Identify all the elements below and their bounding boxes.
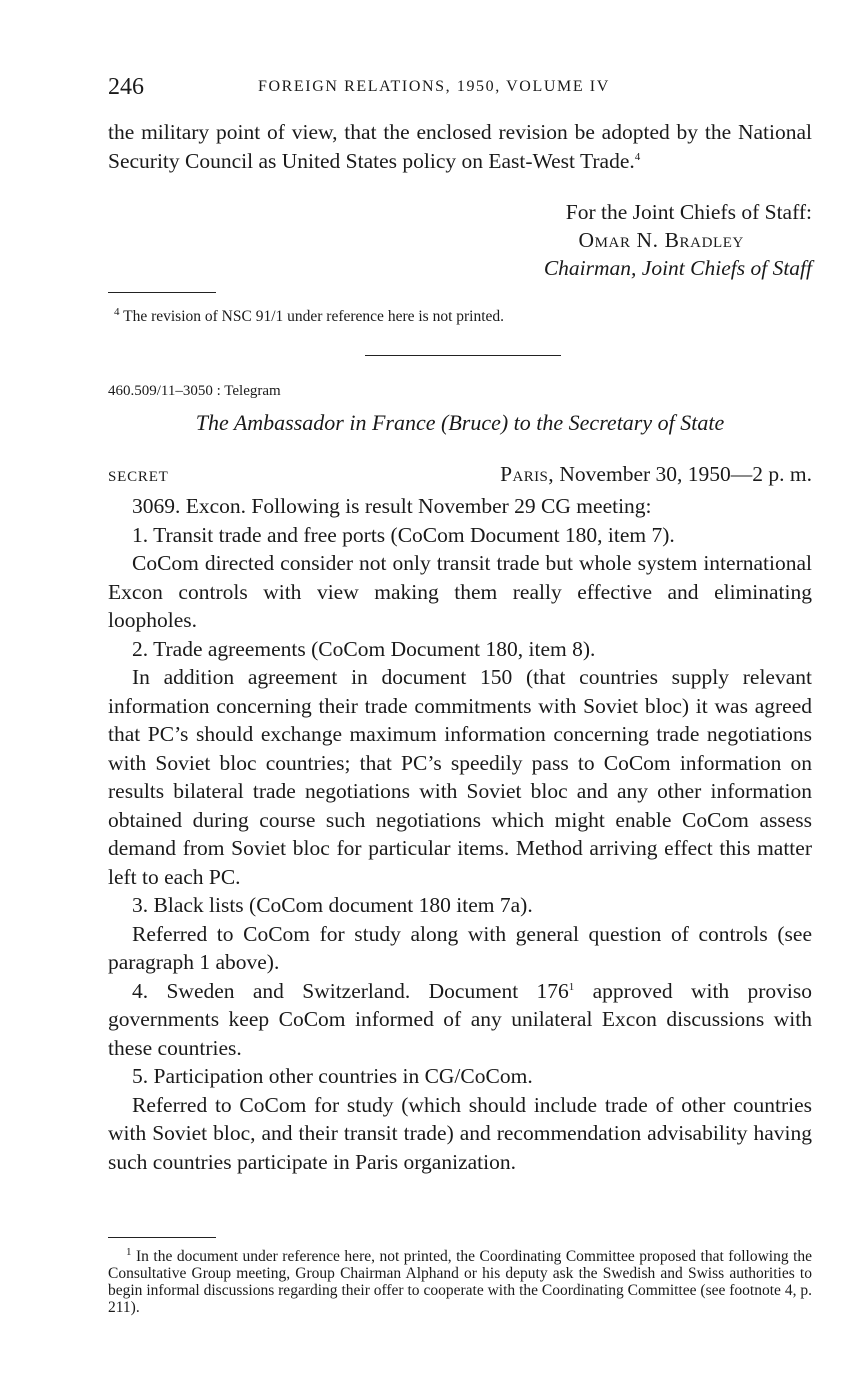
page-number: 246	[108, 74, 144, 100]
footnote-1-text: In the document under reference here, not printed, the Coordinating Committee proposed that following the Consultative Group meeting, Group Chairman Alphand or his deputy ask the Swedish and Swiss authorities to begin informal discussions regarding their offer to cooperate with the Coordinating Committee (see footnote 4, p. 211).	[108, 1248, 813, 1316]
continuation-text: the military point of view, that the enclosed revision be adopted by the National Security Council as United States policy on East-West Trade.	[108, 120, 812, 173]
paragraph-10: Referred to CoCom for study (which should include trade of other countries with Soviet bloc, and their transit trade) and recommendation advisability having such countries participate in Paris organization.	[108, 1092, 812, 1174]
running-head: FOREIGN RELATIONS, 1950, VOLUME IV	[258, 78, 610, 95]
footnote-4-mark: 4	[114, 305, 120, 318]
document-title: The Ambassador in France (Bruce) to the Secretary of State	[195, 410, 725, 435]
classification	[108, 469, 169, 486]
paragraph-8-end: approved with proviso governments keep CoCom informed of any unilateral Excon discussions with these countries.	[108, 978, 812, 1060]
signature-line-1: For the Joint Chiefs of Staff:	[565, 200, 812, 224]
paragraph-9: 5. Participation other countries in CG/CoCom.	[132, 1064, 533, 1088]
footnote-1-mark: 1	[126, 1245, 132, 1258]
paragraph-7: Referred to CoCom for study along with general question of controls (see paragraph 1 above).	[108, 921, 812, 974]
paragraph-8	[108, 977, 812, 1063]
footnote-4	[108, 305, 812, 325]
footnote-1	[108, 1245, 813, 1316]
document-reference: 460.509/11–3050 : Telegram	[108, 383, 281, 399]
footnote-divider-top	[108, 292, 216, 293]
dateline	[500, 462, 812, 487]
paragraph-2: 1. Transit trade and free ports (CoCom Document 180, item 7).	[132, 522, 675, 547]
telegram-body	[108, 492, 812, 1176]
paragraph-1: 3069. Excon. Following is result November 29 CG meeting:	[132, 494, 652, 518]
paragraph-4: 2. Trade agreements (CoCom Document 180, item 8).	[132, 636, 596, 661]
continuation-paragraph	[108, 118, 812, 175]
dateline-date: November 30, 1950—2 p. m.	[559, 462, 812, 486]
paragraph-8-start: 4. Sweden and Switzerland. Document 176	[132, 978, 569, 1003]
page-header	[108, 74, 812, 106]
classification-label: SECRET	[108, 469, 169, 485]
dateline-place: Paris,	[500, 462, 555, 486]
paragraph-3: CoCom directed consider not only transit trade but whole system international Excon controls with view making them really effective and eliminating loopholes.	[108, 551, 812, 632]
footnote-ref-4: 4	[634, 150, 641, 163]
footnote-ref-1: 1	[568, 980, 575, 993]
signature-title: Chairman, Joint Chiefs of Staff	[543, 256, 812, 280]
paragraph-6: 3. Black lists (CoCom document 180 item 7a).	[132, 893, 533, 917]
footnote-divider-bottom	[108, 1237, 216, 1238]
footnote-4-text: The revision of NSC 91/1 under reference here is not printed.	[123, 308, 505, 325]
section-divider	[365, 355, 561, 356]
paragraph-5: In addition agreement in document 150 (that countries supply relevant information concerning their trade commitments with Soviet bloc) it was agreed that PC’s should exchange maximum information concerning trade negotiations with Soviet bloc countries; that PC’s speedily pass to CoCom information on results bilateral trade negotiations with Soviet bloc and any other information obtained during course such negotiations which might enable CoCom assess demand from Soviet bloc for particular items. Method arriving effect this matter left to each PC.	[108, 665, 812, 889]
signature-name: Omar N. Bradley	[578, 228, 744, 252]
